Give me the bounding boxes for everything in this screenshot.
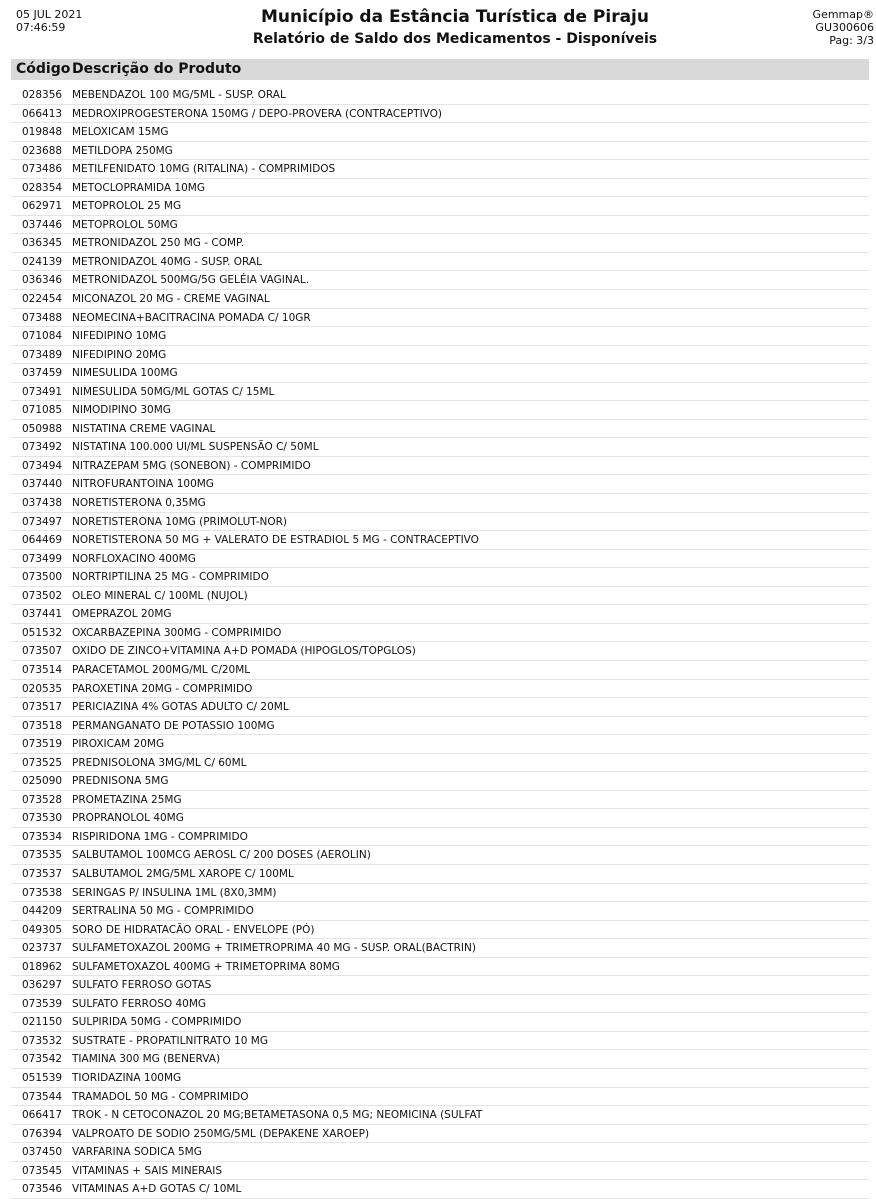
table-row — [11, 717, 869, 736]
product-code: 073491 — [22, 385, 63, 398]
page-title: Município da Estância Turística de Piraju — [260, 7, 649, 27]
table-row — [11, 1180, 869, 1199]
product-code: 036345 — [22, 237, 63, 250]
product-description: VALPROATO DE SODIO 250MG/5ML (DEPAKENE XAROEP) — [72, 1127, 370, 1140]
table-row — [11, 383, 869, 402]
product-description: NIMESULIDA 50MG/ML GOTAS C/ 15ML — [72, 385, 275, 398]
product-description: SULFATO FERROSO 40MG — [72, 997, 207, 1010]
table-row — [11, 976, 869, 995]
product-code: 073519 — [22, 738, 63, 751]
product-description: MICONAZOL 20 MG - CREME VAGINAL — [72, 293, 270, 306]
product-code: 073488 — [22, 311, 63, 324]
product-description: METRONIDAZOL 500MG/5G GELÉIA VAGINAL. — [72, 274, 310, 287]
table-row — [11, 401, 869, 420]
product-description: METOPROLOL 25 MG — [72, 200, 182, 213]
product-description: NORETISTERONA 10MG (PRIMOLUT-NOR) — [72, 515, 288, 528]
product-description: OXCARBAZEPINA 300MG - COMPRIMIDO — [72, 626, 282, 639]
table-row — [11, 1088, 869, 1107]
product-code: 037446 — [22, 218, 63, 231]
product-code: 073525 — [22, 756, 63, 769]
table-row — [11, 327, 869, 346]
product-description: NISTATINA CREME VAGINAL — [72, 422, 216, 435]
product-code: 073517 — [22, 701, 63, 714]
table-row — [11, 105, 869, 124]
product-description: SERINGAS P/ INSULINA 1ML (8X0,3MM) — [72, 886, 277, 899]
product-description: PREDNISOLONA 3MG/ML C/ 60ML — [72, 756, 247, 769]
product-code: 051532 — [22, 626, 63, 639]
table-row — [11, 735, 869, 754]
table-row — [11, 142, 869, 161]
table-row — [11, 346, 869, 365]
table-row — [11, 884, 869, 903]
product-description: SULPIRIDA 50MG - COMPRIMIDO — [72, 1016, 242, 1029]
product-code: 064469 — [22, 534, 63, 547]
table-row — [11, 309, 869, 328]
product-code: 073518 — [22, 719, 63, 732]
page-subtitle: Relatório de Saldo dos Medicamentos - Disponíveis — [252, 31, 658, 47]
table-row — [11, 290, 869, 309]
page-number: Pag: 3/3 — [829, 34, 874, 47]
product-code: 073528 — [22, 793, 63, 806]
product-description: MEBENDAZOL 100 MG/5ML - SUSP. ORAL — [72, 89, 286, 101]
table-row — [11, 494, 869, 513]
table-row — [11, 234, 869, 253]
table-row — [11, 958, 869, 977]
product-code: 020535 — [22, 682, 63, 695]
product-code: 071084 — [22, 330, 63, 343]
product-description: METRONIDAZOL 250 MG - COMP. — [72, 237, 245, 250]
table-row — [11, 160, 869, 179]
product-description: NEOMECINA+BACITRACINA POMADA C/ 10GR — [72, 311, 311, 324]
product-code: 073502 — [22, 589, 63, 602]
product-description: VARFARINA SODICA 5MG — [72, 1146, 202, 1159]
table-row — [11, 661, 869, 680]
product-code: 023688 — [22, 144, 63, 157]
product-description: NIMESULIDA 100MG — [72, 367, 178, 380]
product-description: OLEO MINERAL C/ 100ML (NUJOL) — [72, 589, 248, 602]
table-row — [11, 216, 869, 235]
product-description: PERMANGANATO DE POTASSIO 100MG — [72, 719, 275, 732]
product-description: MELOXICAM 15MG — [72, 126, 169, 139]
product-code: 073539 — [22, 997, 63, 1010]
product-description: RISPIRIDONA 1MG - COMPRIMIDO — [72, 830, 248, 843]
table-row — [11, 828, 869, 847]
table-row — [11, 587, 869, 606]
product-code: 071085 — [22, 404, 63, 417]
product-code: 024139 — [22, 255, 63, 268]
product-description: VITAMINAS A+D GOTAS C/ 10ML — [72, 1183, 242, 1196]
product-code: 073514 — [22, 663, 63, 676]
product-code: 025090 — [22, 775, 63, 788]
product-description: SORO DE HIDRATACÃO ORAL - ENVELOPE (PÓ) — [72, 923, 315, 936]
product-description: NORETISTERONA 0,35MG — [72, 497, 206, 510]
table-row — [11, 995, 869, 1014]
product-code: 062971 — [22, 200, 63, 213]
product-description: PAROXETINA 20MG - COMPRIMIDO — [72, 682, 253, 695]
product-code: 023737 — [22, 942, 63, 955]
product-description: NIFEDIPINO 20MG — [72, 348, 167, 361]
product-description: METILDOPA 250MG — [72, 144, 173, 157]
table-row — [11, 1013, 869, 1032]
table-row — [11, 1162, 869, 1181]
product-code: 073486 — [22, 163, 63, 176]
product-code: 022454 — [22, 293, 63, 306]
product-code: 036297 — [22, 979, 63, 992]
report-meta — [813, 8, 874, 47]
product-code: 073537 — [22, 867, 63, 880]
product-code: 036346 — [22, 274, 63, 287]
product-code: 073530 — [22, 812, 63, 825]
product-code: 073532 — [22, 1034, 63, 1047]
product-description: METRONIDAZOL 40MG - SUSP. ORAL — [72, 255, 262, 268]
table-row — [11, 457, 869, 476]
table-row — [11, 364, 869, 383]
product-code: 073535 — [22, 849, 63, 862]
product-description: NORTRIPTILINA 25 MG - COMPRIMIDO — [72, 571, 269, 584]
product-description: OMEPRAZOL 20MG — [72, 608, 172, 621]
product-code: 049305 — [22, 923, 63, 936]
product-description: MEDROXIPROGESTERONA 150MG / DEPO-PROVERA (CONTRACEPTIVO) — [72, 107, 443, 120]
column-header-description: Descrição do Produto — [72, 61, 242, 77]
product-description: TRAMADOL 50 MG - COMPRIMIDO — [72, 1090, 249, 1103]
product-code: 073494 — [22, 459, 63, 472]
product-description: SULFATO FERROSO GOTAS — [72, 979, 212, 992]
product-code: 073544 — [22, 1090, 63, 1103]
product-description: PARACETAMOL 200MG/ML C/20ML — [72, 663, 251, 676]
report-time: 07:46:59 — [16, 21, 66, 34]
product-code: 037459 — [22, 367, 63, 380]
product-description: NISTATINA 100.000 UI/ML SUSPENSÃO C/ 50ML — [72, 441, 319, 454]
product-code: 050988 — [22, 422, 63, 435]
product-description: VITAMINAS + SAIS MINERAIS — [72, 1164, 222, 1177]
product-code: 076394 — [22, 1127, 63, 1140]
product-description: PROMETAZINA 25MG — [72, 793, 182, 806]
product-description: METILFENIDATO 10MG (RITALINA) - COMPRIMIDOS — [72, 163, 336, 176]
table-row — [11, 698, 869, 717]
product-description: METOCLOPRAMIDA 10MG — [72, 181, 205, 194]
system-name: Gemmap® — [812, 8, 874, 21]
table-row — [11, 605, 869, 624]
table-row — [11, 550, 869, 569]
table-row — [11, 123, 869, 142]
table-row — [11, 197, 869, 216]
report-code: GU300606 — [815, 21, 874, 34]
product-code: 073489 — [22, 348, 63, 361]
product-code: 073542 — [22, 1053, 63, 1066]
table-row — [11, 902, 869, 921]
product-description: PIROXICAM 20MG — [72, 738, 165, 751]
report-date: 05 JUL 2021 — [16, 8, 83, 21]
product-description: NITROFURANTOINA 100MG — [72, 478, 214, 491]
table-row — [11, 271, 869, 290]
table-row — [11, 86, 869, 105]
table-row — [11, 921, 869, 940]
product-code: 073500 — [22, 571, 63, 584]
product-code: 018962 — [22, 960, 63, 973]
table-row — [11, 791, 869, 810]
product-description: TROK - N CETOCONAZOL 20 MG;BETAMETASONA 0,5 MG; NEOMICINA (SULFAT — [72, 1109, 483, 1122]
table-row — [11, 1069, 869, 1088]
table-row — [11, 680, 869, 699]
table-row — [11, 809, 869, 828]
table-row — [11, 438, 869, 457]
product-code: 037440 — [22, 478, 63, 491]
product-description: NIMODIPINO 30MG — [72, 404, 171, 417]
product-description: SUSTRATE - PROPATILNITRATO 10 MG — [72, 1034, 268, 1047]
product-code: 073546 — [22, 1183, 63, 1196]
product-description: OXIDO DE ZINCO+VITAMINA A+D POMADA (HIPOGLOS/TOPGLOS) — [72, 645, 416, 658]
table-row — [11, 754, 869, 773]
product-code: 073499 — [22, 552, 63, 565]
table-row — [11, 420, 869, 439]
product-description: SULFAMETOXAZOL 400MG + TRIMETOPRIMA 80MG — [72, 960, 340, 973]
product-description: TIORIDAZINA 100MG — [72, 1071, 182, 1084]
product-code: 073534 — [22, 830, 63, 843]
product-code: 073538 — [22, 886, 63, 899]
table-row — [11, 531, 869, 550]
table-header — [11, 59, 869, 80]
table-row — [11, 475, 869, 494]
table-row — [11, 1106, 869, 1125]
product-code: 044209 — [22, 905, 63, 918]
product-code: 028356 — [22, 89, 63, 101]
product-code: 073545 — [22, 1164, 63, 1177]
product-code: 073497 — [22, 515, 63, 528]
product-description: NORFLOXACINO 400MG — [72, 552, 196, 565]
product-description: SERTRALINA 50 MG - COMPRIMIDO — [72, 905, 254, 918]
column-header-code: Código — [16, 61, 71, 77]
table-row — [11, 1032, 869, 1051]
product-code: 021150 — [22, 1016, 63, 1029]
product-description: NIFEDIPINO 10MG — [72, 330, 167, 343]
product-code: 051539 — [22, 1071, 63, 1084]
product-description: SALBUTAMOL 100MCG AEROSL C/ 200 DOSES (AEROLIN) — [72, 849, 371, 862]
table-row — [11, 939, 869, 958]
product-description: NITRAZEPAM 5MG (SONEBON) - COMPRIMIDO — [72, 459, 311, 472]
product-code: 037450 — [22, 1146, 63, 1159]
product-code: 019848 — [22, 126, 63, 139]
table-row — [11, 1125, 869, 1144]
product-description: SALBUTAMOL 2MG/5ML XAROPE C/ 100ML — [72, 867, 294, 880]
table-row — [11, 1050, 869, 1069]
product-code: 073507 — [22, 645, 63, 658]
product-description: TIAMINA 300 MG (BENERVA) — [72, 1053, 221, 1066]
table-row — [11, 772, 869, 791]
table-row — [11, 1143, 869, 1162]
product-code: 066413 — [22, 107, 63, 120]
product-code: 066417 — [22, 1109, 63, 1122]
report-heading — [0, 6, 876, 49]
table-row — [11, 253, 869, 272]
product-code: 028354 — [22, 181, 63, 194]
product-description: METOPROLOL 50MG — [72, 218, 178, 231]
product-description: NORETISTERONA 50 MG + VALERATO DE ESTRADIOL 5 MG - CONTRACEPTIVO — [72, 534, 479, 547]
table-row — [11, 513, 869, 532]
table-row — [11, 865, 869, 884]
product-code: 037441 — [22, 608, 63, 621]
product-code: 073492 — [22, 441, 63, 454]
product-description: PREDNISONA 5MG — [72, 775, 169, 788]
product-description: SULFAMETOXAZOL 200MG + TRIMETROPRIMA 40 MG - SUSP. ORAL(BACTRIN) — [72, 942, 476, 955]
table-row — [11, 642, 869, 661]
product-table — [11, 86, 869, 1199]
table-row — [11, 179, 869, 198]
table-row — [11, 846, 869, 865]
product-description: PROPRANOLOL 40MG — [72, 812, 184, 825]
product-code: 037438 — [22, 497, 63, 510]
table-row — [11, 568, 869, 587]
product-description: PERICIAZINA 4% GOTAS ADULTO C/ 20ML — [72, 701, 289, 714]
table-row — [11, 624, 869, 643]
